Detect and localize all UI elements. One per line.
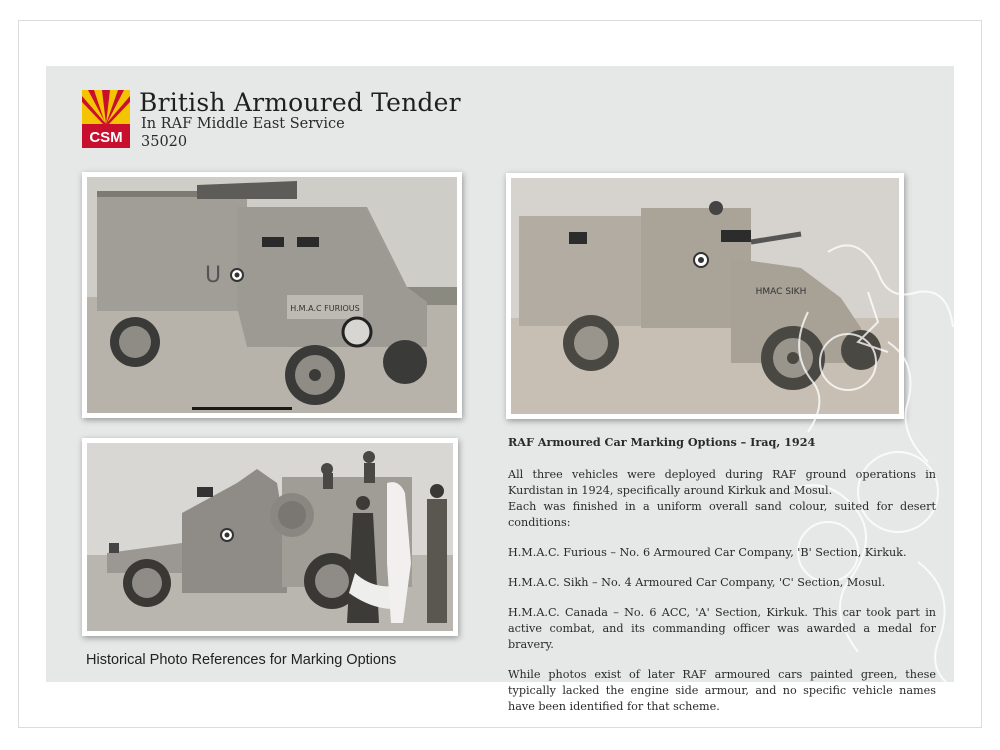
paragraph-green-note: While photos exist of later RAF armoured cars painted green, these typically lacked the engine side armour, and no specific vehicle names have been identified for that scheme. (508, 668, 936, 713)
marking-options-text (508, 434, 936, 729)
csm-logo (82, 90, 130, 148)
content-panel (46, 66, 954, 713)
paragraph-sikh: H.M.A.C. Sikh – No. 4 Armoured Car Company, 'C' Section, Mosul. (508, 576, 886, 589)
photo-furious (82, 172, 462, 418)
svg-text:HMAC SIKH: HMAC SIKH (755, 287, 807, 297)
svg-text:H.M.A.C FURIOUS: H.M.A.C FURIOUS (290, 304, 360, 313)
photo-caption: Historical Photo References for Marking Options (86, 652, 397, 668)
marking-options-heading: RAF Armoured Car Marking Options – Iraq, 1924 (508, 435, 816, 449)
paragraph-intro: All three vehicles were deployed during RAF ground operations in Kurdistan in 1924, specifically around Kirkuk and Mosul. Each was finished in a uniform overall sand colour, suited for desert conditions: (508, 468, 936, 529)
svg-text:CSM: CSM (89, 129, 123, 146)
paragraph-furious: H.M.A.C. Furious – No. 6 Armoured Car Company, 'B' Section, Kirkuk. (508, 546, 907, 559)
page-subtitle: In RAF Middle East Service (141, 116, 345, 132)
svg-text:U: U (205, 263, 222, 288)
page-title: British Armoured Tender (139, 88, 461, 117)
kit-code: 35020 (141, 134, 188, 150)
paragraph-canada: H.M.A.C. Canada – No. 6 ACC, 'A' Section, Kirkuk. This car took part in active combat, and its commanding officer was awarded a medal for bravery. (508, 606, 936, 651)
photo-canada (82, 438, 458, 636)
